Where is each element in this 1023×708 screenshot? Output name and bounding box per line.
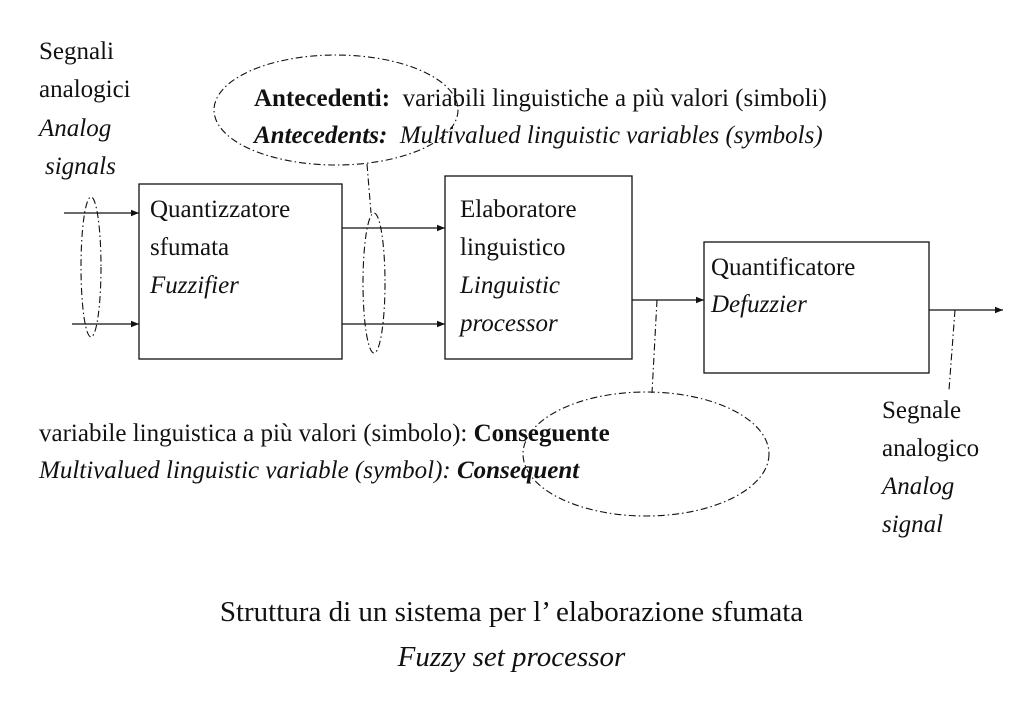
processor-label-line1: Elaboratore xyxy=(460,196,577,223)
antecedents-label-en: Antecedents: xyxy=(254,122,388,149)
input-label-it-line2: analogici xyxy=(39,76,131,103)
caption-title-it: Struttura di un sistema per l’ elaborazione sfumata xyxy=(219,596,804,628)
antecedents-text-en: Multivalued linguistic variables (symbols) xyxy=(399,122,823,149)
defuzzifier-label-en: Defuzzier xyxy=(711,291,807,318)
input-label-en-line1: Analog xyxy=(39,115,112,142)
antecedents-label-it: Antecedenti: xyxy=(254,85,391,112)
output-label-en-line2: signal xyxy=(882,511,944,538)
processor-label-en-line2: processor xyxy=(460,310,558,337)
output-label-it-line2: analogico xyxy=(882,435,980,462)
consequent-label-it: Conseguente xyxy=(473,420,610,447)
consequent-ellipse xyxy=(523,392,769,516)
fuzzifier-label-line2: sfumata xyxy=(150,234,230,261)
antecedents-en xyxy=(254,123,823,148)
fuzzifier-label-line1: Quantizzatore xyxy=(150,196,291,223)
input-signals-ellipse xyxy=(81,197,101,337)
antecedents-it xyxy=(254,86,827,111)
antecedents-connector xyxy=(367,164,371,213)
consequent-it xyxy=(39,421,610,446)
defuzzifier-label-line1: Quantificatore xyxy=(711,254,856,281)
caption-title-en: Fuzzy set processor xyxy=(397,641,626,673)
output-label-it-line1: Segnale xyxy=(882,397,962,424)
consequent-connector xyxy=(652,300,657,393)
output-label-en-line1: Analog xyxy=(882,473,955,500)
consequent-en xyxy=(39,458,579,483)
input-label-en-line2: signals xyxy=(45,153,116,180)
output-signal-connector xyxy=(949,310,955,390)
processor-label-en-line1: Linguistic xyxy=(460,272,561,299)
consequent-text-en: Multivalued linguistic variable (symbol): xyxy=(39,457,451,484)
processor-label-line2: linguistico xyxy=(460,234,566,261)
input-label-it-line1: Segnali xyxy=(39,38,114,65)
consequent-label-en: Consequent xyxy=(456,457,580,484)
antecedents-text-it: variabili linguistiche a più valori (simboli) xyxy=(402,85,827,112)
fuzzifier-label-en: Fuzzifier xyxy=(150,272,239,299)
consequent-text-it: variabile linguistica a più valori (simbolo): xyxy=(39,420,468,447)
antecedent-signals-ellipse xyxy=(363,213,385,353)
